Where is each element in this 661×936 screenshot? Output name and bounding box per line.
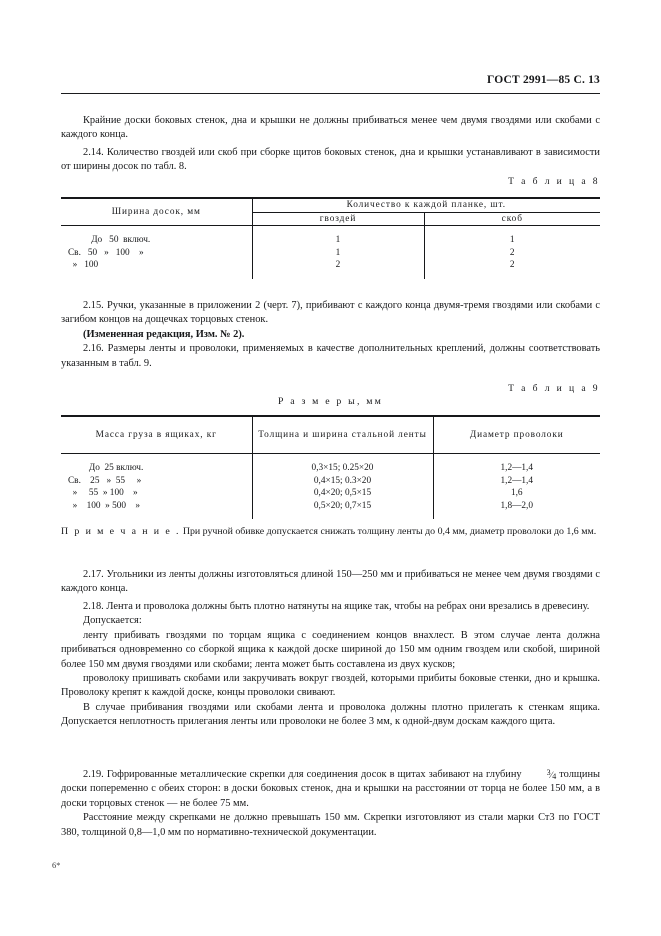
table-9-row-4-wire: 1,8—2,0 [500, 500, 534, 511]
table-8-row-2-staples: 2 [509, 247, 515, 258]
table-9-row-4-tape: 0,5×20; 0,7×15 [252, 500, 433, 520]
paragraph-intro-block [61, 114, 600, 143]
table-8-row-2-label: Св. 50 » 100 » [61, 247, 252, 260]
table-9-row-3-label: » 55 » 100 » [61, 487, 252, 500]
table-9-header-mass: Масса груза в ящиках, кг [61, 416, 252, 454]
table-8-row-3-label: » 100 [61, 259, 252, 279]
table-8-row-3-nails: 2 [252, 259, 424, 279]
table-8-row-3-staples: 2 [509, 260, 515, 271]
table-9-row-2-label: Св. 25 » 55 » [61, 475, 252, 488]
table-9-row-3-tape: 0,4×20; 0,5×15 [252, 487, 433, 500]
paragraph-nailing: В случае прибивания гвоздями или скобами лента и проволока должны плотно прилегать к стенкам ящика. Допускается неплотность прилегания ленты или проволоки не более 3 мм, к одной-двум доскам каждого щита. [61, 701, 600, 728]
note-label: П р и м е ч а н и е . [61, 526, 181, 537]
paragraph-allowed-2: проволоку пришивать скобами или закручивать вокруг гвоздей, которыми прибиты боковые стенки, дно и крышка. Проволоку крепят к каждой доске, концы проволоки свивают. [61, 673, 600, 699]
table-8-row-2-nails: 1 [252, 247, 424, 260]
paragraph-2-19 [61, 768, 600, 811]
paragraph-2-16: 2.16. Размеры ленты и проволоки, применяемых в качестве дополнительных креплений, должны соответствовать указанным в табл. 9. [61, 343, 600, 369]
table-8-caption: Т а б л и ц а 8 [508, 176, 600, 187]
fraction-three-quarters: $^3⁄_4$ [546, 768, 557, 781]
table-9-subcaption: Р а з м е р ы, мм [277, 396, 384, 407]
table-row [61, 259, 600, 279]
table-row [61, 487, 600, 500]
paragraph-2-14: 2.14. Количество гвоздей или скоб при сборке щитов боковых стенок, дна и крышки устанавливают в зависимости от ширины досок по табл. 8. [61, 147, 600, 173]
table-row [61, 475, 600, 488]
table-row [61, 247, 600, 260]
fraction-numerator: 3 [546, 768, 551, 777]
table-row [61, 454, 600, 475]
paragraph-2-14-block [61, 146, 600, 175]
paragraph-2-19-block [61, 768, 600, 840]
table-8-row-1-staples: 1 [424, 226, 600, 247]
table-9 [61, 415, 600, 519]
table-9-row-2-tape: 0,4×15; 0.3×20 [252, 475, 433, 488]
table-8-header-nails: гвоздей [252, 212, 424, 226]
note-text: При ручной обивке допускается снижать толщину ленты до 0,4 мм, диаметр проволоки до 1,6 мм. [182, 526, 597, 537]
table-9-header-row [61, 416, 600, 454]
paragraph-allowed-label: Допускается: [83, 615, 142, 627]
table-8-header-width: Ширина досок, мм [61, 198, 252, 226]
table-9-note [61, 525, 600, 539]
table-9-row-2-wire: 1,2—1,4 [500, 475, 534, 486]
paragraph-2-19-part-b: толщины доски попеременно с обеих сторон: в доски боковых стенок, дна и крышки на расстоянии от торца не более 150 мм, а в доски торцовых стенок — не более 75 мм. [61, 769, 601, 809]
paragraph-2-17: 2.17. Угольники из ленты должны изготовляться длиной 150—250 мм и прибиваться не менее чем двумя гвоздями с каждого конца. [61, 569, 600, 595]
paragraph-2-18: 2.18. Лента и проволока должны быть плотно натянуты на ящике так, чтобы на ребрах они врезались в древесину. [83, 601, 590, 612]
page-header: ГОСТ 2991—85 С. 13 [487, 74, 600, 86]
table-row [61, 500, 600, 520]
paragraph-revision-note: (Измененная редакция, Изм. № 2). [83, 328, 245, 340]
table-8-header-quantity: Количество к каждой планке, шт. [252, 198, 600, 212]
fraction-denominator: 4 [552, 772, 557, 781]
table-9-header-tape: Толщина и ширина стальной ленты [252, 416, 433, 454]
table-8-row-1-nails: 1 [252, 226, 424, 247]
page-signature: 6* [52, 861, 61, 870]
paragraph-2-19-part-a: 2.19. Гофрированные металлические скрепки для соединения досок в щитах забивают на глубину [83, 769, 522, 780]
table-9-header-wire: Диаметр проволоки [433, 416, 600, 454]
table-row [61, 226, 600, 247]
table-8-header-row-1 [61, 198, 600, 212]
table-8-row-1-label: До 50 включ. [61, 226, 252, 247]
table-9-caption: Т а б л и ц а 9 [508, 383, 600, 394]
paragraph-2-15: 2.15. Ручки, указанные в приложении 2 (черт. 7), прибивают с каждого конца двумя-тремя гвоздями или скобами с загибом концов на дощечках торцовых стенок. [61, 300, 600, 326]
table-9-row-3-wire: 1,6 [510, 488, 523, 499]
table-9-row-4-label: » 100 » 500 » [61, 500, 252, 520]
table-8-header-staples: скоб [501, 213, 523, 224]
paragraph-2-19-part-c: Расстояние между скрепками не должно превышать 150 мм. Скрепки изготовляют из стали марки Ст3 по ГОСТ 380, толщиной 0,8—1,0 мм по нормативно-технической документации. [61, 812, 600, 838]
table-9-row-1-tape: 0,3×15; 0.25×20 [252, 454, 433, 475]
table-8 [61, 197, 600, 279]
paragraph-intro: Крайние доски боковых стенок, дна и крышки не должны прибиваться менее чем двумя гвоздями или скобами с каждого конца. [61, 115, 600, 141]
paragraph-2-18-block [61, 600, 600, 730]
table-9-row-1-wire: 1,2—1,4 [433, 454, 600, 475]
paragraph-2-15-block [61, 299, 600, 371]
table-9-row-1-label: До 25 включ. [61, 454, 252, 475]
header-rule [61, 93, 600, 94]
paragraph-allowed-1: ленту прибивать гвоздями по торцам ящика с соединением концов внахлест. В этом случае лента должна прибиваться одновременно со сборкой ящика к каждой доске шириной до 150 мм одним гвоздем или скобой, шириной более 150 мм двумя гвоздями или скобами; лента может быть составлена из двух кусков; [61, 629, 600, 670]
paragraph-2-17-block [61, 568, 600, 597]
